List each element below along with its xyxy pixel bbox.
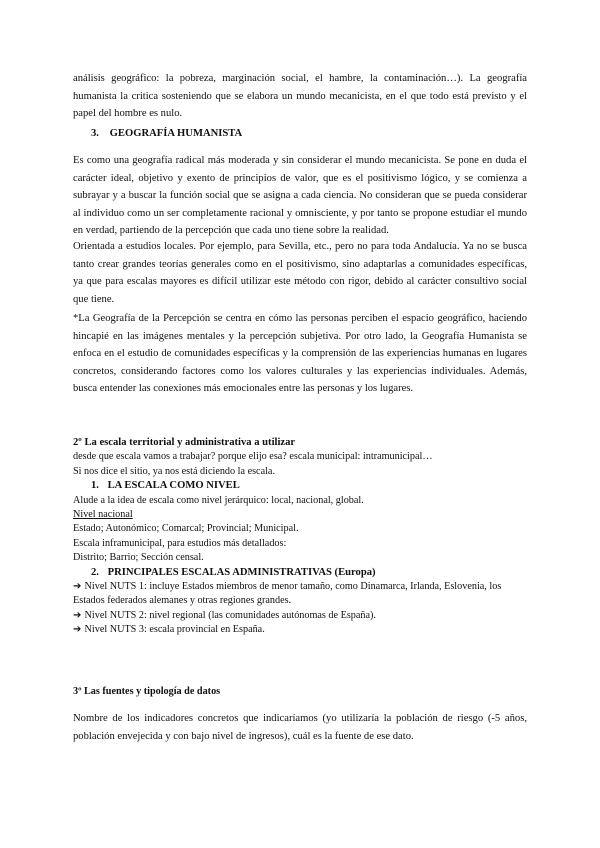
section-3-title: GEOGRAFÍA HUMANISTA — [109, 128, 243, 139]
section-3-paragraph-3: *La Geografía de la Percepción se centra en cómo las personas perciben el espacio geográfico, haciendo hincapié en las imágenes mentales y la percepción subjetiva. Por otro lado, la Geografía Humanista se enfoca en el estudio de comunidades específicas y la comprensión de las experiencias humanas en lugares concretos, considerando factores como los valores culturales y las experiencias individuales. Además, busca entender las conexiones más emocionales entre las personas y los lugares. — [73, 313, 527, 395]
sub-heading-2 — [73, 566, 527, 580]
nuts-item — [73, 623, 527, 637]
sub-heading-2-number: 2. — [91, 566, 99, 578]
part-2-line-3: Alude a la idea de escala como nivel jerárquico: local, nacional, global. — [73, 494, 364, 506]
section-3-paragraph-2: Orientada a estudios locales. Por ejemplo, para Sevilla, etc., pero no para toda Andalucía. Ya no se busca tanto crear grandes teorías generales como en el positivismo, sino adaptarlas a comunidades específicas, ya que para escalas mayores es difícil utilizar este método con rigor, debido al carácter consultivo social que tiene. — [73, 241, 527, 305]
section-3-number: 3. — [91, 128, 99, 139]
arrow-right-icon: ➔ — [73, 624, 82, 636]
nuts-3-text: Nivel NUTS 3: escala provincial en España. — [84, 624, 265, 636]
part-2-title: 2º La escala territorial y administrativa a utilizar — [73, 437, 296, 448]
arrow-right-icon: ➔ — [73, 609, 82, 621]
nuts-2-text: Nivel NUTS 2: nivel regional (las comunidades autónomas de España). — [84, 609, 376, 621]
part-2-line-4: Nivel nacional — [73, 509, 133, 521]
part-3-title: 3º Las fuentes y tipología de datos — [73, 686, 221, 697]
section-3-paragraph-1: Es como una geografía radical más moderada y sin considerar el mundo mecanicista. Se pone en duda el carácter ideal, objetivo y exento de principios de valor, que es el positivismo lógico, y se comienza a subrayar y a buscar la función social que se asigna a cada ciencia. No consideran que se pueda considerar al individuo como un ser completamente racional y omnisciente, y por tanto se propone estudiar el mundo en verdad, partiendo de la percepción que cada uno tiene sobre la realidad. — [73, 155, 527, 237]
nuts-item — [73, 580, 527, 609]
nuts-item — [73, 609, 527, 623]
sub-heading-2-title: PRINCIPALES ESCALAS ADMINISTRATIVAS (Europa) — [107, 566, 376, 578]
part-2-line-5: Estado; Autonómico; Comarcal; Provincial; Municipal. — [73, 523, 299, 535]
part-2-section — [73, 436, 527, 638]
part-3-paragraph: Nombre de los indicadores concretos que indicaríamos (yo utilizaría la población de riesgo (-5 años, población envejecida y con bajo nivel de ingresos), cuál es la fuente de ese dato. — [73, 713, 527, 742]
section-3-heading — [73, 128, 527, 139]
sub-heading-1 — [73, 479, 527, 493]
part-2-line-6: Escala inframunicipal, para estudios más detallados: — [73, 537, 287, 549]
sub-heading-1-title: LA ESCALA COMO NIVEL — [107, 480, 240, 492]
part-2-line-1: desde que escala vamos a trabajar? porque elijo esa? escala municipal: intramunicipal… — [73, 451, 433, 463]
nuts-1-text: Nivel NUTS 1: incluye Estados miembros de menor tamaño, como Dinamarca, Irlanda, Eslovenia, los Estados federados alemanes y otras regiones grandes. — [73, 581, 502, 607]
part-2-line-7: Distrito; Barrio; Sección censal. — [73, 552, 204, 564]
sub-heading-1-number: 1. — [91, 480, 99, 492]
arrow-right-icon: ➔ — [73, 581, 82, 593]
intro-paragraph: análisis geográfico: la pobreza, marginación social, el hambre, la contaminación…). La geografía humanista la critica sosteniendo que se elabora un mundo mecanicista, en el que todo está previsto y el papel del hombre es nulo. — [73, 73, 527, 120]
part-2-line-2: Si nos dice el sitio, ya nos está diciendo la escala. — [73, 465, 275, 477]
